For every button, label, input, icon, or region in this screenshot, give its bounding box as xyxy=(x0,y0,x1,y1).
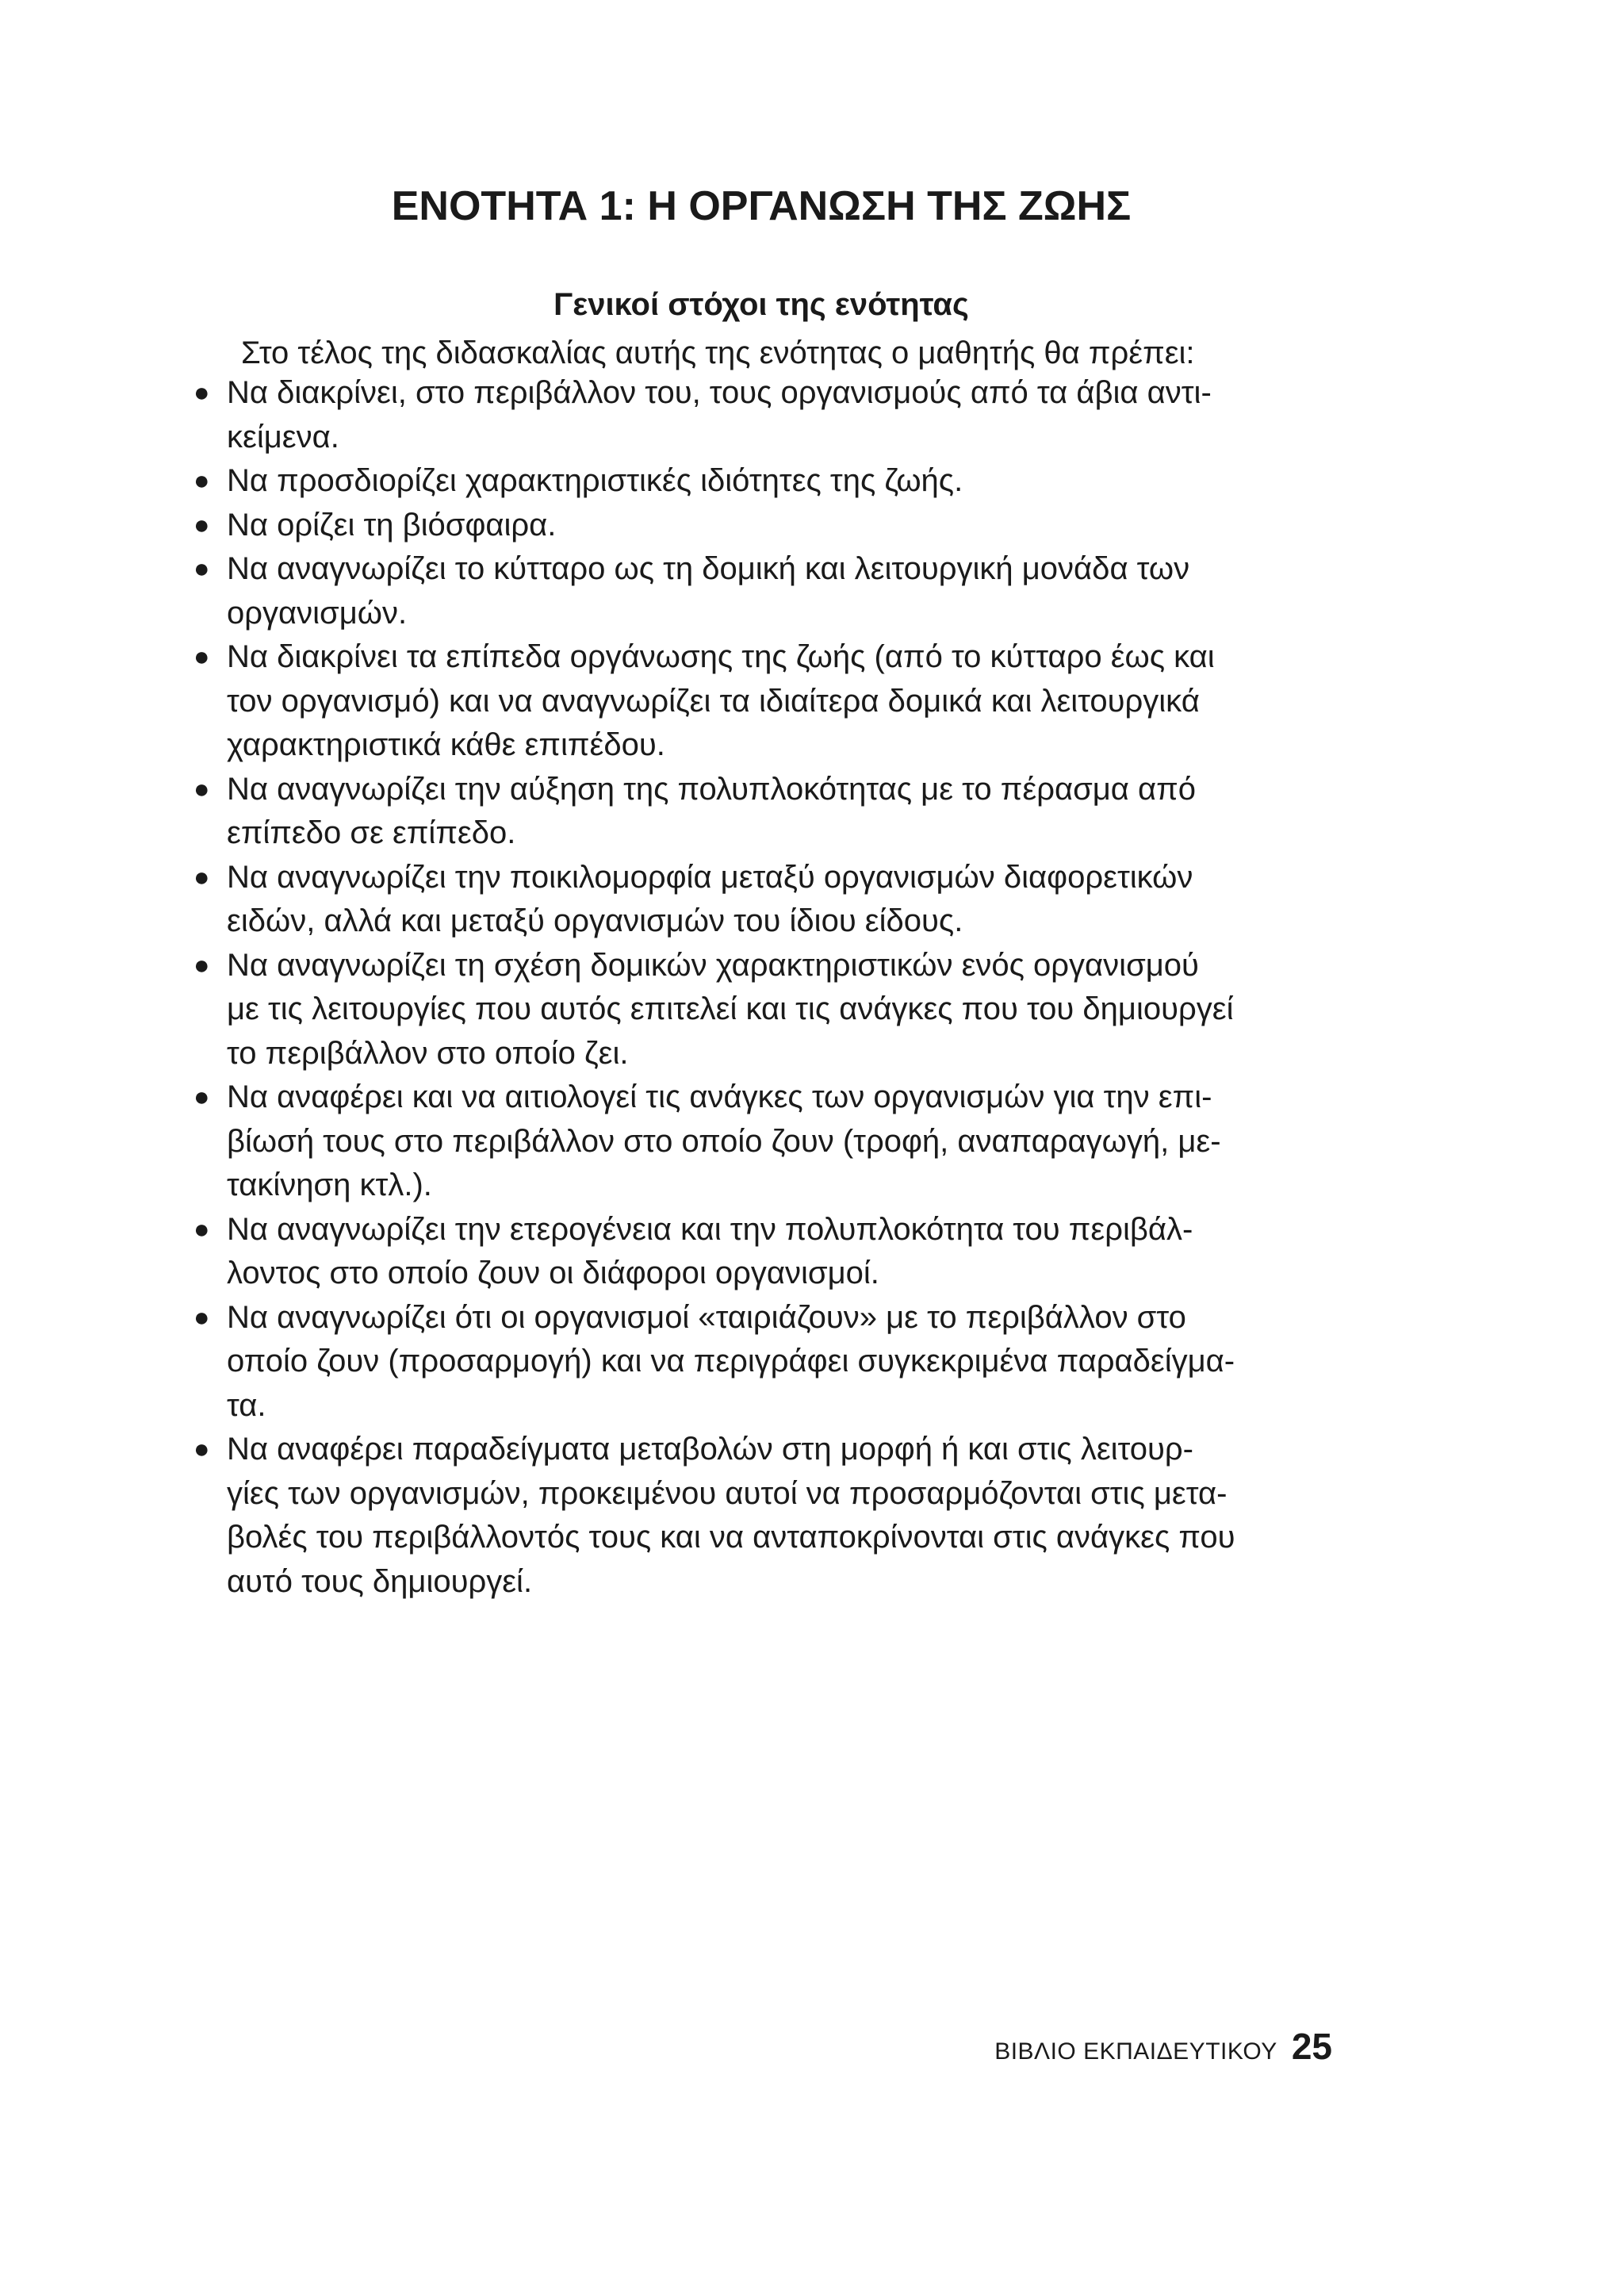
goal-line: τακίνηση κτλ.). xyxy=(227,1168,432,1202)
bullet-icon: ● xyxy=(193,1082,210,1112)
goal-item xyxy=(182,504,1332,548)
goal-line: Να διακρίνει, στο περιβάλλον του, τους οργανισμούς από τα άβια αντι- xyxy=(227,375,1212,410)
goals-list xyxy=(182,371,1332,1604)
bullet-icon: ● xyxy=(193,861,210,892)
goal-line: κείμενα. xyxy=(227,419,339,454)
goal-item xyxy=(182,1296,1332,1428)
goal-line: τον οργανισμό) και να αναγνωρίζει τα ιδιαίτερα δομικά και λειτουργικά xyxy=(227,683,1200,719)
unit-title: ΕΝΟΤΗΤΑ 1: Η ΟΡΓΑΝΩΣΗ ΤΗΣ ΖΩΗΣ xyxy=(391,183,1132,229)
goal-line: χαρακτηριστικά κάθε επιπέδου. xyxy=(227,727,665,762)
page-footer xyxy=(983,2025,1332,2068)
goal-line: Να αναγνωρίζει ότι οι οργανισμοί «ταιριάζουν» με το περιβάλλον στο xyxy=(227,1299,1186,1335)
goal-line: γίες των οργανισμών, προκειμένου αυτοί να προσαρμόζονται στις μετα- xyxy=(227,1475,1228,1511)
page-number: 25 xyxy=(1291,2026,1332,2067)
goal-line: Να αναφέρει παραδείγματα μεταβολών στη μορφή ή και στις λειτουρ- xyxy=(227,1432,1193,1467)
goal-line: Να προσδιορίζει χαρακτηριστικές ιδιότητες της ζωής. xyxy=(227,463,963,498)
goal-line: βίωσή τους στο περιβάλλον στο οποίο ζουν (τροφή, αναπαραγωγή, με- xyxy=(227,1123,1221,1159)
intro-text: Στο τέλος της διδασκαλίας αυτής της ενότητας ο μαθητής θα πρέπει: xyxy=(241,336,1195,370)
goal-line: με τις λειτουργίες που αυτός επιτελεί και τις ανάγκες που του δημιουργεί xyxy=(227,991,1234,1026)
bullet-icon: ● xyxy=(193,773,210,804)
bullet-icon: ● xyxy=(193,1214,210,1244)
goal-item xyxy=(182,1208,1332,1296)
bullet-icon: ● xyxy=(193,1434,210,1464)
section-title: Γενικοί στόχοι της ενότητας xyxy=(553,287,969,322)
goal-line: αυτό τους δημιουργεί. xyxy=(227,1563,533,1599)
goal-item xyxy=(182,1428,1332,1604)
goal-line: οποίο ζουν (προσαρμογή) και να περιγράφει συγκεκριμένα παραδείγμα- xyxy=(227,1344,1235,1378)
goal-line: Να αναγνωρίζει τη σχέση δομικών χαρακτηριστικών ενός οργανισμού xyxy=(227,947,1199,983)
goal-item xyxy=(182,1076,1332,1208)
goal-line: το περιβάλλον στο οποίο ζει. xyxy=(227,1035,629,1071)
goal-line: οργανισμών. xyxy=(227,595,408,631)
goal-item xyxy=(182,371,1332,459)
bullet-icon: ● xyxy=(193,378,210,408)
goal-line: Να αναγνωρίζει την ποικιλομορφία μεταξύ οργανισμών διαφορετικών xyxy=(227,859,1193,895)
bullet-icon: ● xyxy=(193,554,210,584)
goal-line: τα. xyxy=(227,1387,266,1423)
goal-item xyxy=(182,768,1332,856)
goal-line: Να αναγνωρίζει την αύξηση της πολυπλοκότητας με το πέρασμα από xyxy=(227,771,1197,807)
goal-item xyxy=(182,635,1332,768)
goal-line: Να ορίζει τη βιόσφαιρα. xyxy=(227,507,557,543)
goal-line: βολές του περιβάλλοντός τους και να ανταποκρίνονται στις ανάγκες που xyxy=(227,1520,1235,1555)
goal-item xyxy=(182,547,1332,635)
goal-line: επίπεδο σε επίπεδο. xyxy=(227,815,516,850)
bullet-icon: ● xyxy=(193,642,210,672)
goal-line: Να αναφέρει και να αιτιολογεί τις ανάγκες των οργανισμών για την επι- xyxy=(227,1079,1212,1114)
bullet-icon: ● xyxy=(193,466,210,496)
goal-item xyxy=(182,856,1332,944)
goal-line: Να αναγνωρίζει την ετερογένεια και την πολυπλοκότητα του περιβάλ- xyxy=(227,1211,1193,1247)
goal-item xyxy=(182,944,1332,1076)
bullet-icon: ● xyxy=(193,1302,210,1332)
goal-line: λοντος στο οποίο ζουν οι διάφοροι οργανισμοί. xyxy=(227,1256,879,1290)
book-label: ΒΙΒΛΙΟ ΕΚΠΑΙΔΕΥΤΙΚΟΥ xyxy=(994,2038,1277,2065)
goal-line: ειδών, αλλά και μεταξύ οργανισμών του ίδιου είδους. xyxy=(227,903,963,938)
bullet-icon: ● xyxy=(193,949,210,980)
goal-line: Να διακρίνει τα επίπεδα οργάνωσης της ζωής (από το κύτταρο έως και xyxy=(227,639,1215,674)
goal-item xyxy=(182,459,1332,504)
goal-line: Να αναγνωρίζει το κύτταρο ως τη δομική και λειτουργική μονάδα των xyxy=(227,551,1190,586)
bullet-icon: ● xyxy=(193,509,210,540)
